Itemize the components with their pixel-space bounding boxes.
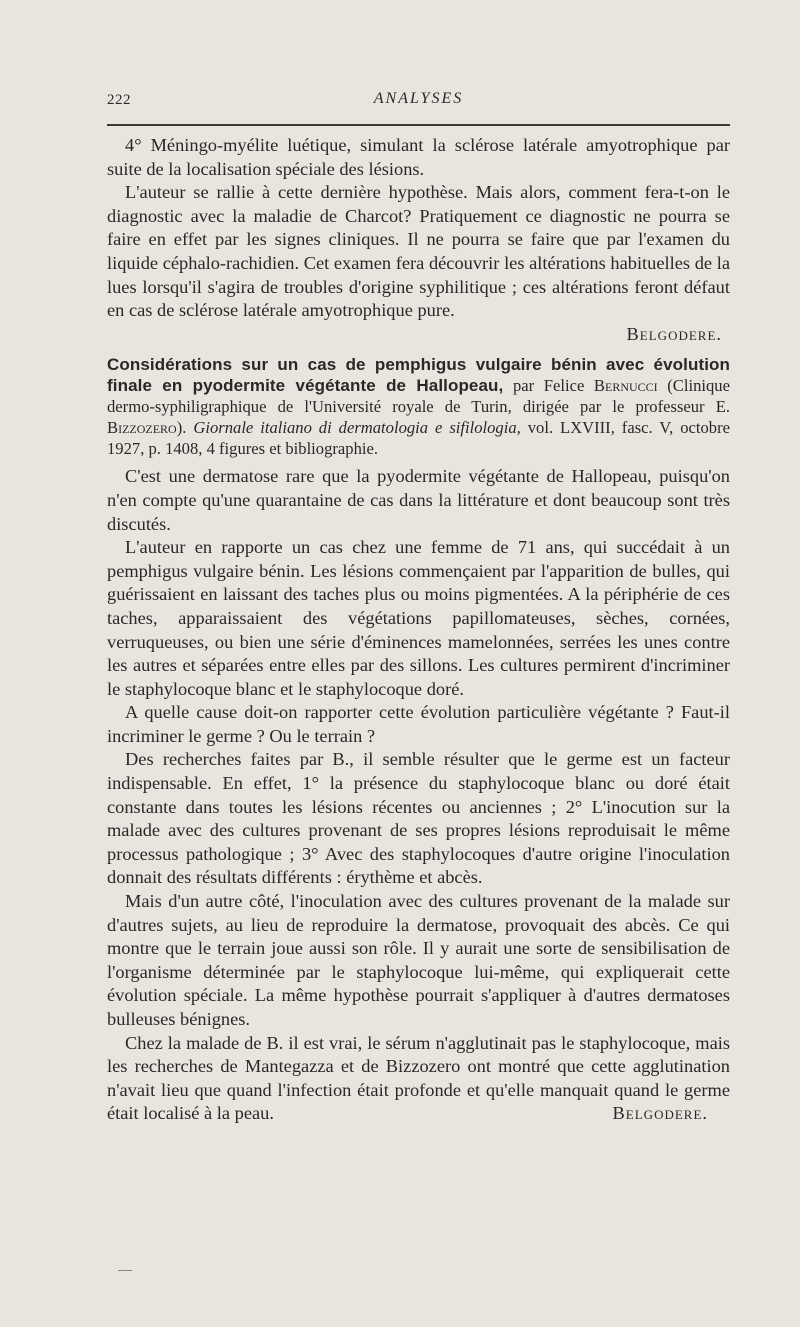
footer-mark [118,1270,132,1271]
header-rule [107,124,730,126]
article-title: Considérations sur un cas de pemphigus vulgaire bénin avec évolution finale en pyodermite végétante de Hallopeau, [107,355,730,396]
paragraph: A quelle cause doit-on rapporter cette évolution particulière végétante ? Faut-il incriminer le germe ? Ou le terrain ? [107,702,730,746]
signature: Belgodere. [612,1103,708,1124]
paragraph: Mais d'un autre côté, l'inoculation avec des cultures provenant de la malade sur d'autres sujets, au lieu de reproduire la dermatose, provoquait des abcès. Ce qui montre que le terrain joue aussi son rôle. Il y aurait une sorte de sensibilisation de l'organisme déterminée par le staphylocoque lui-même, qui expliquerait cette évolution spéciale. La même hypothèse pourrait s'appliquer à d'autres dermatoses bulleuses bénignes. [107,891,730,1029]
paragraph: Des recherches faites par B., il semble résulter que le germe est un facteur indispensable. En effet, 1° la présence du staphylocoque blanc ou doré était constante dans toutes les lésions récentes ou anciennes ; 2° L'inocution sur la malade avec des cultures provenant de ses propres lésions reproduisait le même processus pathologique ; 3° Avec des staphylocoques d'autre origine l'inoculation donnait des résultats différents : érythème et abcès. [107,749,730,888]
page-number: 222 [107,92,131,108]
paragraph: 4° Méningo-myélite luétique, simulant la sclérose latérale amyotrophique par suite de la localisation spéciale des lésions. [107,135,730,179]
paragraph: Chez la malade de B. il est vrai, le sérum n'agglutinait pas le staphylocoque, mais les recherches de Mantegazza et de Bizzozero ont montré que cette agglutination n'avait lieu que quand l'infection était profonde et qu'elle manquait quand le germe était localisé à la peau. [107,1032,730,1124]
article-author: Bernucci [593,376,658,396]
paragraph: L'auteur se rallie à cette dernière hypothèse. Mais alors, comment fera-t-on le diagnostic avec la maladie de Charcot? Pratiquement ce diagnostic ne pourra se faire en effet par les signes cliniques. Il ne pourra se faire que par l'examen du liquide céphalo-rachidien. Cet examen fera découvrir les altérations habituelles de la lues lorsqu'il s'agira de troubles d'origine syphilitique ; ces altérations feront défaut en cas de sclérose latérale amyotrophique pure. [107,182,730,321]
second-section [107,465,730,1126]
signature: Belgodere. [626,323,722,344]
article-heading [107,354,730,459]
paragraph: C'est une dermatose rare que la pyodermite végétante de Hallopeau, puisqu'on n'en compte qu'une quarantaine de cas dans la littérature et dont beaucoup sont très discutés. [107,466,730,534]
paragraph: L'auteur en rapporte un cas chez une femme de 71 ans, qui succédait à un pemphigus vulgaire bénin. Les lésions commençaient par l'apparition de bulles, qui guérissaient en laissant des taches plus ou moins pigmentées. A la périphérie de ces taches, apparaissaient des végétations papillomateuses, sèches, cornées, verruqueuses, ou bien une série d'éminences mamelonnées, serrées les unes contre les autres et séparées entre elles par des sillons. Les cultures permirent d'incriminer le staphylocoque blanc et le staphylocoque doré. [107,537,730,699]
running-title: ANALYSES [373,90,464,107]
article-by: par Felice [512,376,585,396]
article-details: vol. LXVIII, fasc. V, octobre 1927, p. 1408, 4 figures et bibliographie. [107,418,730,459]
page-header [107,88,730,112]
article-affiliation: (Clinique dermo-syphiligraphique de l'Université royale de Turin, dirigée par le professeur E. [107,376,730,417]
article-journal: Giornale italiano di dermatologia e sifilologia, [193,418,521,438]
journal-separator: ). [176,418,187,438]
article-director: Bizzozero [107,418,177,438]
first-section [107,134,730,346]
